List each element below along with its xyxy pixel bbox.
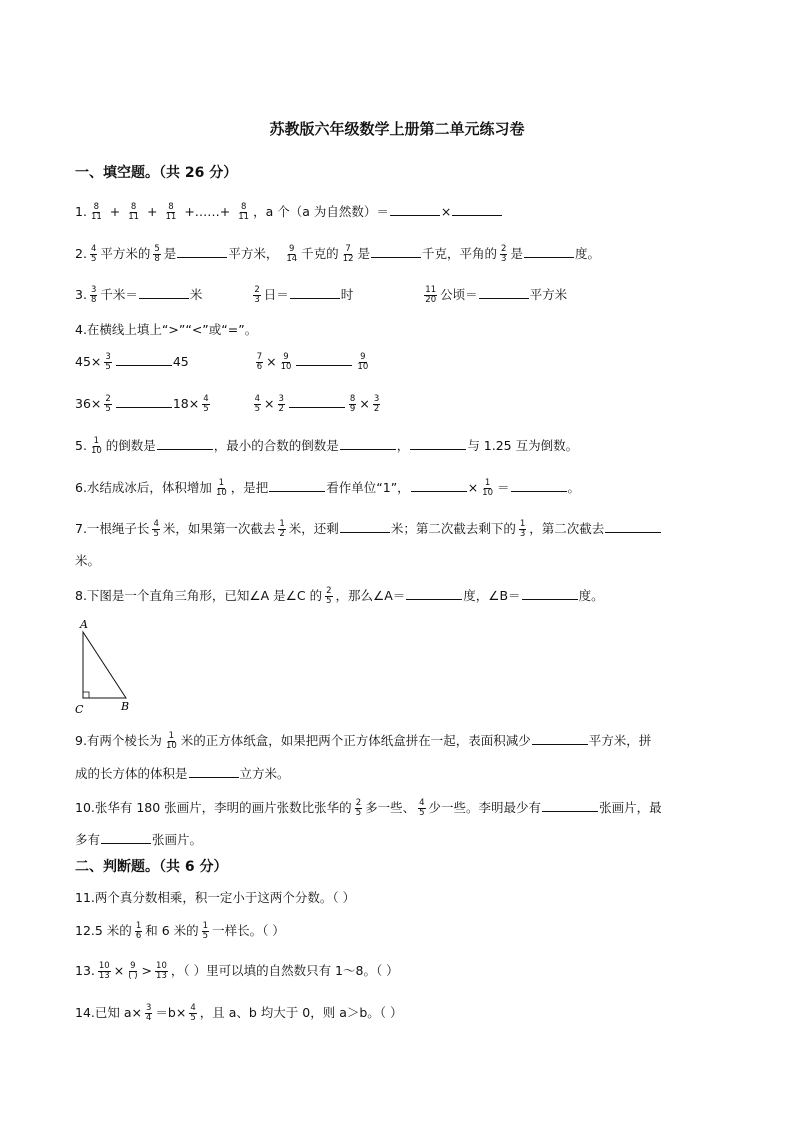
question-text: 多有 — [75, 832, 101, 847]
answer-blank[interactable] — [157, 437, 213, 450]
question-text: 张画片。 — [152, 832, 203, 847]
fraction: $\frac{8}{11}$ — [90, 202, 102, 222]
question-text: 8.下图是一个直角三角形，已知∠A 是∠C 的 — [75, 588, 323, 603]
fraction: $\frac{4}{5}$ — [203, 394, 209, 414]
fraction: $\frac{1}{10}$ — [215, 478, 227, 498]
fraction: $\frac{2}{3}$ — [254, 285, 260, 305]
fraction: $\frac{8}{11}$ — [128, 202, 140, 222]
question-text: 6.水结成冰后，体积增加 — [75, 480, 212, 495]
fraction: $\frac{3}{5}$ — [105, 352, 111, 372]
fraction: $\frac{5}{8}$ — [154, 244, 160, 264]
answer-blank[interactable] — [289, 395, 345, 408]
answer-blank[interactable] — [522, 587, 578, 600]
question-text: 一样长。（ ） — [212, 923, 285, 938]
times-sign: × — [440, 204, 452, 219]
page-title: 苏教版六年级数学上册第二单元练习卷 — [269, 120, 525, 138]
answer-blank[interactable] — [605, 520, 661, 533]
fraction: $\frac{4}{5}$ — [419, 798, 425, 818]
right-triangle-figure — [70, 618, 140, 718]
question-text: 10.张华有 180 张画片，李明的画片张数比张华的 — [75, 800, 352, 815]
question-text: 与 1.25 互为倒数。 — [467, 438, 579, 453]
question-text: ，那么∠A＝ — [335, 588, 406, 603]
fraction: $\frac{7}{6}$ — [256, 352, 263, 372]
answer-blank[interactable] — [524, 245, 574, 258]
question-text: 少一些。李明最少有 — [428, 800, 542, 815]
question-14 — [75, 1003, 403, 1023]
right-angle-mark — [83, 692, 89, 698]
question-text: 米；第二次截去剩下的 — [390, 521, 516, 536]
question-text: 平方米 — [529, 287, 568, 302]
times-sign: × — [359, 396, 370, 411]
fraction: $\frac{10}{13}$ — [156, 961, 167, 981]
expression-text: 18× — [172, 396, 200, 411]
answer-blank[interactable] — [116, 395, 172, 408]
triangle-shape — [83, 632, 126, 698]
answer-blank[interactable] — [511, 479, 567, 492]
question-12 — [75, 921, 285, 941]
times-sign: × — [467, 480, 479, 495]
question-text: 是 — [163, 246, 177, 261]
question-6 — [75, 478, 580, 498]
question-5 — [75, 436, 578, 456]
expression-text: 36× — [75, 396, 102, 411]
question-text: ，最小的合数的倒数是 — [213, 438, 339, 453]
question-text: ，第二次截去 — [529, 521, 605, 536]
question-number: 1. — [75, 204, 87, 219]
answer-blank[interactable] — [410, 437, 466, 450]
fraction: $\frac{8}{11}$ — [165, 202, 177, 222]
plus-sign: + — [109, 204, 121, 219]
question-text: ，是把 — [230, 480, 269, 495]
question-text: 千克，平角的 — [422, 246, 498, 261]
fraction: $\frac{1}{10}$ — [165, 731, 177, 751]
answer-blank[interactable] — [101, 831, 151, 844]
section-heading-true-false: 二、判断题。（共 6 分） — [75, 859, 228, 875]
fraction: $\frac{2}{5}$ — [355, 798, 362, 818]
question-text: 千米＝ — [100, 287, 138, 302]
question-3 — [75, 285, 567, 305]
question-text: 时 — [340, 287, 354, 302]
question-text: 日＝ — [263, 287, 289, 302]
fraction: $\frac{11}{20}$ — [425, 285, 437, 305]
question-number: 3. — [75, 287, 87, 302]
times-sign: × — [113, 963, 125, 978]
fraction: $\frac{9}{14}$ — [286, 244, 298, 264]
question-11: 11.两个真分数相乘，积一定小于这两个分数。（ ） — [75, 890, 356, 905]
answer-blank[interactable] — [340, 437, 396, 450]
question-text: 。 — [567, 480, 581, 495]
fraction: $\frac{3}{4}$ — [146, 1003, 152, 1023]
fraction: $\frac{2}{5}$ — [105, 394, 111, 414]
answer-blank[interactable] — [479, 286, 529, 299]
times-sign: × — [264, 396, 275, 411]
fraction: $\frac{1}{5}$ — [202, 921, 209, 941]
ellipsis-plus: +……+ — [184, 204, 231, 219]
question-text: 度，∠B＝ — [463, 588, 521, 603]
question-text: 米，如果第一次截去 — [162, 521, 276, 536]
question-8 — [75, 586, 604, 606]
fraction: $\frac{2}{5}$ — [326, 586, 332, 606]
expression-text: 45× — [75, 354, 102, 369]
answer-blank[interactable] — [177, 245, 227, 258]
answer-blank[interactable] — [452, 203, 502, 216]
answer-blank[interactable] — [411, 479, 467, 492]
fraction: $\frac{3}{2}$ — [373, 394, 380, 414]
fraction: $\frac{3}{8}$ — [90, 285, 97, 305]
answer-blank[interactable] — [116, 353, 172, 366]
answer-blank[interactable] — [371, 245, 421, 258]
question-text: 平方米，拼 — [588, 733, 652, 748]
question-10 — [75, 798, 662, 818]
question-4: 4.在横线上填上“>”“<”或“=”。 — [75, 322, 258, 337]
question-text: ，（ ）里可以填的自然数只有 1～8。（ ） — [170, 963, 399, 978]
answer-blank[interactable] — [139, 286, 189, 299]
answer-blank[interactable] — [542, 799, 598, 812]
answer-blank[interactable] — [290, 286, 340, 299]
question-text: 的倒数是 — [105, 438, 156, 453]
answer-blank[interactable] — [340, 520, 390, 533]
question-text: 立方米。 — [239, 766, 290, 781]
vertex-label-b: B — [121, 700, 130, 713]
answer-blank[interactable] — [406, 587, 462, 600]
question-text: 米的正方体纸盒，如果把两个正方体纸盒拼在一起，表面积减少 — [180, 733, 531, 748]
answer-blank[interactable] — [269, 479, 325, 492]
answer-blank[interactable] — [296, 353, 352, 366]
question-13 — [75, 961, 399, 981]
fraction: $\frac{4}{5}$ — [254, 394, 261, 414]
question-7-cont: 米。 — [75, 553, 101, 568]
question-text: 度。 — [574, 246, 600, 261]
question-number: 5. — [75, 438, 87, 453]
question-text: 公顷＝ — [440, 287, 478, 302]
question-text: 是 — [357, 246, 370, 261]
fraction: $\frac{9}{( )}$ — [128, 961, 138, 981]
question-text: ， — [396, 438, 410, 453]
question-text: 和 6 米的 — [145, 923, 199, 938]
fraction: $\frac{4}{5}$ — [90, 244, 97, 264]
answer-blank[interactable] — [532, 732, 588, 745]
question-text: 成的长方体的体积是 — [75, 766, 188, 781]
question-text: 米 — [189, 287, 203, 302]
fraction: $\frac{1}{2}$ — [279, 519, 285, 539]
question-7 — [75, 519, 662, 539]
fraction: $\frac{8}{11}$ — [238, 202, 250, 222]
question-text: 平方米的 — [100, 246, 151, 261]
question-text: 张画片，最 — [599, 800, 662, 815]
question-text: 14.已知 a× — [75, 1005, 142, 1020]
fraction: $\frac{2}{3}$ — [501, 244, 507, 264]
question-2 — [75, 244, 600, 264]
question-text: 9.有两个棱长为 — [75, 733, 162, 748]
fraction: $\frac{9}{10}$ — [280, 352, 292, 372]
question-text: ，a 个（a 为自然数）＝ — [253, 204, 389, 219]
fraction: $\frac{1}{6}$ — [135, 921, 142, 941]
fraction: $\frac{4}{5}$ — [190, 1003, 196, 1023]
fraction: $\frac{1}{3}$ — [519, 519, 526, 539]
question-text: 看作单位“1”， — [326, 480, 410, 495]
question-text: ，且 a、b 均大于 0，则 a＞b。（ ） — [199, 1005, 403, 1020]
fraction: $\frac{4}{5}$ — [153, 519, 159, 539]
question-text: 是 — [510, 246, 523, 261]
vertex-label-c: C — [75, 703, 84, 716]
fraction: $\frac{10}{13}$ — [98, 961, 110, 981]
answer-blank[interactable] — [390, 203, 440, 216]
question-text: 多一些、 — [365, 800, 416, 815]
question-text: ＝b× — [155, 1005, 187, 1020]
answer-blank[interactable] — [189, 765, 239, 778]
expression-text: 45 — [172, 354, 189, 369]
question-1 — [75, 202, 503, 222]
question-9 — [75, 731, 651, 751]
fraction: $\frac{1}{10}$ — [482, 478, 493, 498]
fraction: $\frac{3}{2}$ — [278, 394, 284, 414]
greater-than-sign: > — [141, 963, 153, 978]
question-number: 13. — [75, 963, 95, 978]
question-number: 2. — [75, 246, 87, 261]
fraction: $\frac{1}{10}$ — [90, 436, 102, 456]
question-text: ＝ — [497, 480, 510, 495]
question-text: 米，还剩 — [288, 521, 339, 536]
question-9-cont — [75, 764, 290, 784]
fraction: $\frac{7}{12}$ — [342, 244, 354, 264]
question-text: 7.一根绳子长 — [75, 521, 150, 536]
question-text: 度。 — [578, 588, 604, 603]
question-10-cont — [75, 830, 202, 850]
fraction: $\frac{8}{9}$ — [349, 394, 356, 414]
question-text: 千克的 — [301, 246, 339, 261]
question-text: 平方米， — [228, 246, 279, 261]
question-text: 12.5 米的 — [75, 923, 132, 938]
question-4-row-2 — [75, 394, 383, 414]
times-sign: × — [266, 354, 277, 369]
section-heading-fill-in: 一、填空题。（共 26 分） — [75, 165, 238, 181]
question-4-row-1 — [75, 352, 372, 372]
vertex-label-a: A — [80, 618, 88, 631]
plus-sign: + — [147, 204, 158, 219]
fraction: $\frac{9}{10}$ — [357, 352, 369, 372]
